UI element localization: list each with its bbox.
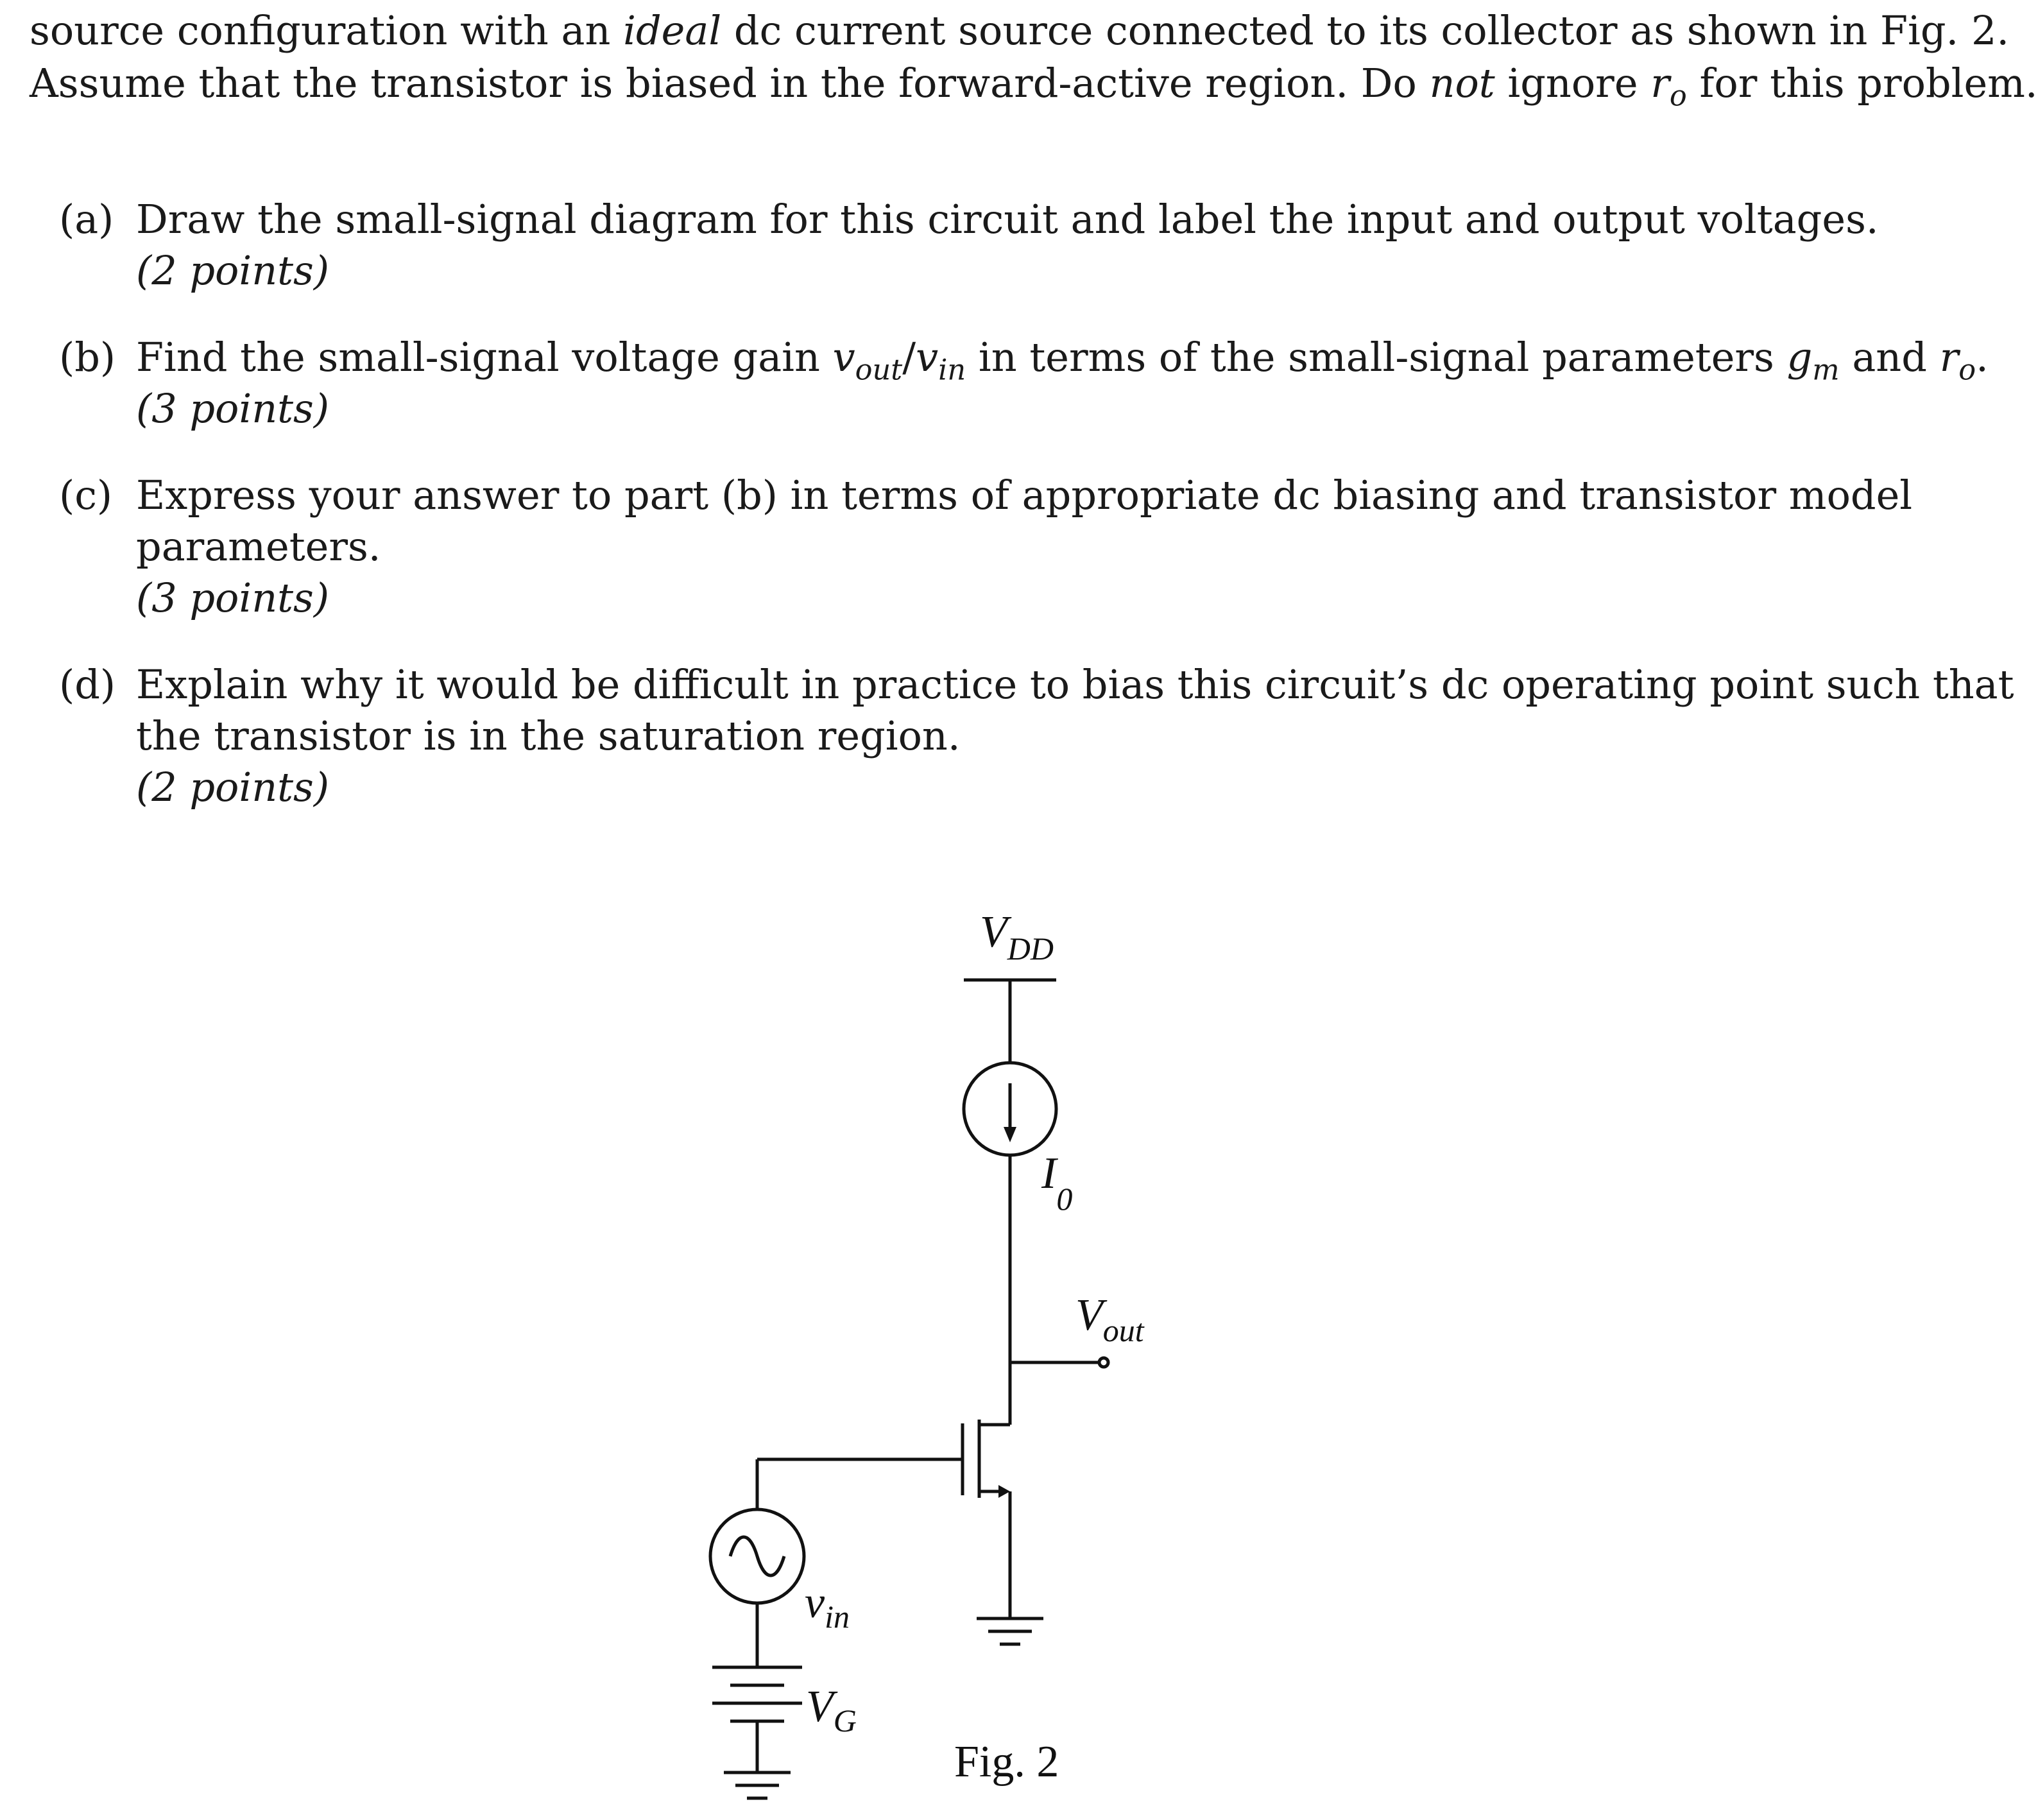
intro-ro-sub: o <box>1669 79 1687 113</box>
question-c-points: (3 points) <box>136 574 330 621</box>
intro-line-2-a: Assume that the transistor is biased in the forward-active region. Do <box>30 60 1430 107</box>
question-b-text-d: . <box>1976 334 1989 381</box>
vin-label-main: v <box>805 1578 825 1627</box>
question-b-points: (3 points) <box>136 385 330 432</box>
vdd-label-main: V <box>980 907 1007 957</box>
ac-source-sine <box>730 1537 784 1575</box>
question-d-text-1: Explain why it would be difficult in practice to bias this circuit’s dc operating point such that <box>136 661 2014 708</box>
vg-label-sub: G <box>833 1703 857 1738</box>
intro-line-1-em: ideal <box>623 7 722 54</box>
question-b-slash: / <box>902 334 916 381</box>
question-b-ro-sub: o <box>1958 353 1976 387</box>
question-b-gm: g <box>1786 334 1813 381</box>
vg-label-main: V <box>806 1682 834 1731</box>
vin-label-sub: in <box>825 1599 850 1635</box>
question-a-label: (a) <box>59 196 114 243</box>
intro-line-2-em: not <box>1429 60 1495 107</box>
vdd-label <box>980 907 1054 966</box>
question-a-points: (2 points) <box>136 247 330 294</box>
question-c-label: (c) <box>59 472 113 519</box>
vg-label <box>806 1682 857 1738</box>
current-source-arrowhead <box>1004 1127 1016 1142</box>
vout-label-main: V <box>1075 1291 1103 1340</box>
mosfet-source-arrowhead <box>998 1485 1010 1498</box>
intro-line-1-b: dc current source connected to its collector as shown in Fig. 2. <box>721 7 2010 54</box>
intro-line-2-c: for this problem. <box>1686 60 2038 107</box>
question-b-vout-sub: out <box>855 353 903 387</box>
question-b-text-c: and <box>1839 334 1940 381</box>
question-d-text-2: the transistor is in the saturation region. <box>136 712 961 759</box>
i0-label-main: I <box>1041 1149 1057 1198</box>
vin-label <box>805 1578 850 1635</box>
i0-label-sub: 0 <box>1056 1181 1073 1217</box>
question-b-text-a: Find the small-signal voltage gain <box>136 334 833 381</box>
question-b-label: (b) <box>59 334 116 381</box>
figure-caption: Fig. 2 <box>954 1737 1059 1787</box>
question-b-ro: r <box>1939 334 1959 381</box>
intro-line-1-a: source configuration with an <box>30 7 624 54</box>
question-b-gm-sub: m <box>1812 353 1840 387</box>
vout-label <box>1075 1291 1145 1348</box>
question-b-vin-sub: in <box>938 353 966 387</box>
intro-ro: r <box>1650 60 1670 107</box>
question-b-vin: v <box>916 334 939 381</box>
question-d-points: (2 points) <box>136 764 330 811</box>
question-b-text-b: in terms of the small-signal parameters <box>966 334 1787 381</box>
question-b-vout: v <box>832 334 855 381</box>
intro-line-2-b: ignore <box>1494 60 1651 107</box>
vout-label-sub: out <box>1102 1312 1144 1348</box>
question-d-label: (d) <box>59 661 116 708</box>
question-c-text-1: Express your answer to part (b) in terms of appropriate dc biasing and transistor model <box>136 472 1913 519</box>
question-c-text-2: parameters. <box>136 523 381 570</box>
vdd-label-sub: DD <box>1007 931 1054 966</box>
vout-terminal <box>1099 1358 1108 1367</box>
i0-label <box>1041 1149 1072 1217</box>
question-a-text: Draw the small-signal diagram for this circuit and label the input and output voltages. <box>136 196 1879 243</box>
